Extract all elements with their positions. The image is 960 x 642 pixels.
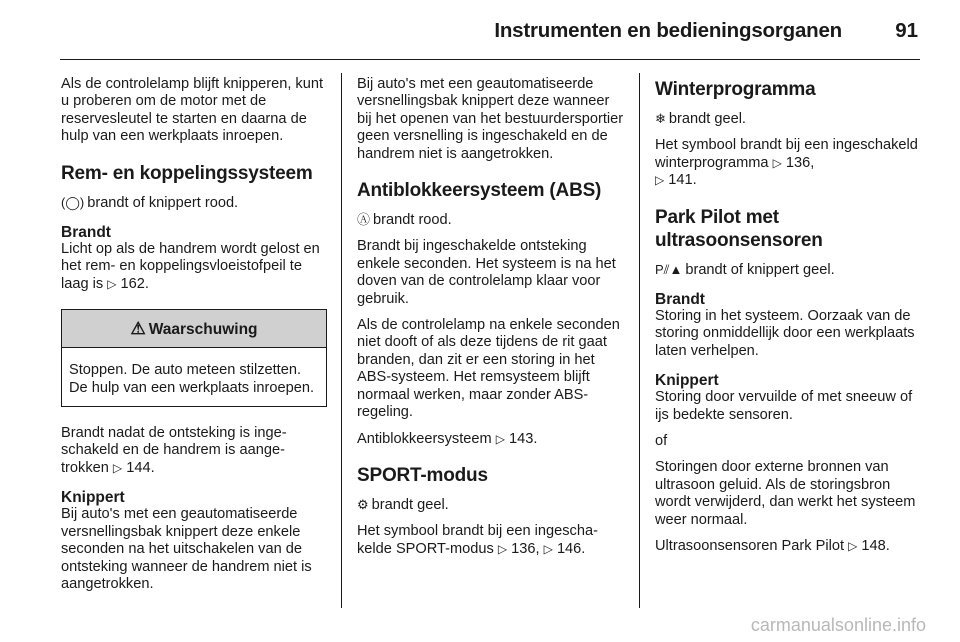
- col2-intro: Bij auto's met een geautomatiseerde versnellingsbak knippert deze wanneer bij het openen van het bestuurdersportier geen versnelling is ingeschakeld en de handrem niet is aangetrokken.: [357, 76, 624, 162]
- page-ref-link[interactable]: 162.: [120, 275, 149, 292]
- brake-brandt-heading: Brandt: [61, 224, 111, 242]
- page-ref-link[interactable]: 146.: [556, 540, 586, 557]
- header-divider: [60, 59, 920, 60]
- park-storing-text: Storingen door externe bronnen van ultrasoon geluid. Als de storingsbron wordt verwijderd, dan werkt het systeem weer normaal.: [655, 459, 916, 528]
- page-ref-link[interactable]: 143.: [509, 430, 538, 447]
- winter-text: [655, 137, 923, 189]
- column-1: [61, 76, 327, 602]
- col1-intro: Als de controlelamp blijft knipperen, kunt u proberen om de motor met de reservesleutel te starten en daarna de hulp van een werkplaats inroepen.: [61, 76, 324, 145]
- abs-text-1: Brandt bij ingeschakelde ontsteking enkele seconden. Het systeem is na het doven van de controlelamp klaar voor gebruik.: [357, 238, 616, 307]
- brake-brandt-body: Licht op als de handrem wordt gelost en het rem- en koppelingsvloeistofpeil te laag is: [61, 241, 320, 292]
- page-ref-link[interactable]: 136,: [511, 540, 540, 557]
- park-pilot-heading: [655, 206, 923, 252]
- brake-warning-icon: (◯): [61, 194, 85, 210]
- park-knippert-text: Storing door vervuilde of met sneeuw of ijs bedekte sensoren.: [655, 389, 913, 423]
- park-status-line: [655, 261, 923, 279]
- warning-triangle-icon: ⚠: [130, 319, 146, 339]
- park-pilot-heading-line2: ultrasoonsensoren: [655, 229, 823, 251]
- page-ref-link[interactable]: 148.: [861, 538, 890, 555]
- abs-ref-text: Antiblokkeersysteem: [357, 430, 492, 447]
- park-brandt-text: Storing in het systeem. Oorzaak van de storing onmiddellijk door een werkplaats laten verhelpen.: [655, 308, 915, 359]
- page-title: Instrumenten en bedieningsorganen: [494, 19, 842, 42]
- abs-status-line: [357, 211, 625, 229]
- warning-box: [61, 309, 327, 407]
- page-ref-link[interactable]: 136,: [785, 154, 815, 171]
- warning-text: Stoppen. De auto meteen stilzetten. De hulp van een werkplaats inroepen.: [69, 362, 315, 396]
- winter-heading: Winterprogramma: [655, 79, 816, 100]
- sport-mode-icon: ⚙: [357, 496, 369, 512]
- winter-body: Het symbool brandt bij een ingeschakeld winterprogramma: [655, 137, 918, 171]
- winter-status-text: brandt geel.: [668, 111, 746, 127]
- park-ref-line: [655, 538, 923, 555]
- page-number: 91: [895, 19, 918, 42]
- brake-status-text: brandt of knippert rood.: [87, 194, 239, 211]
- column-2: [357, 76, 625, 567]
- column-divider-1: [341, 73, 342, 608]
- page-ref-link[interactable]: 141.: [668, 172, 697, 189]
- brake-status-line: [61, 194, 327, 212]
- park-pilot-icon: P⫽▲: [655, 261, 683, 277]
- page-ref-link[interactable]: 144.: [126, 459, 155, 476]
- warning-title: Waarschuwing: [148, 321, 258, 339]
- park-ref-text: Ultrasoonsensoren Park Pilot: [655, 538, 844, 555]
- ref-arrow-icon: ▷: [772, 155, 782, 170]
- column-3: [655, 76, 923, 565]
- watermark: carmanualsonline.info: [750, 615, 926, 635]
- warning-body: [62, 348, 326, 406]
- brake-knippert-heading: Knippert: [61, 489, 125, 507]
- sport-body: Het symbool brandt bij een ingeschakelde SPORT-modus: [357, 523, 598, 557]
- ref-arrow-icon: ▷: [107, 276, 117, 291]
- warning-header: [62, 310, 326, 348]
- sport-status-line: [357, 496, 625, 514]
- park-status-text: brandt of knippert geel.: [685, 261, 835, 278]
- abs-text-2: Als de controlelamp na enkele seconden niet dooft of als deze tijdens de rit gaat branden, dan zit er een storing in het ABS-systeem. Het remsysteem blijft normaal werken, maar zonder ABS-regeling.: [357, 317, 620, 421]
- ref-arrow-icon: ▷: [112, 460, 123, 475]
- ref-arrow-icon: ▷: [543, 541, 553, 556]
- ref-arrow-icon: ▷: [495, 431, 505, 446]
- brake-system-heading: Rem- en koppelingssysteem: [61, 162, 313, 184]
- park-knippert-heading: Knippert: [655, 372, 719, 390]
- snowflake-icon: ❄: [655, 111, 666, 126]
- park-brandt-heading: Brandt: [655, 291, 705, 309]
- column-divider-2: [639, 73, 640, 608]
- brake-knippert-text: Bij auto's met een geautomatiseerde versnellingsbak knippert deze enkele seconden na het uitschakelen van de ontsteking wanneer de handrem niet is aangetrokken.: [61, 506, 312, 592]
- after-ignition-body: Brandt nadat de ontsteking is ingeschakeld en de handrem is aangetrokken: [61, 425, 287, 476]
- park-pilot-heading-line1: Park Pilot met: [655, 206, 779, 228]
- abs-status-text: brandt rood.: [373, 212, 452, 229]
- abs-ref-line: [357, 431, 625, 448]
- winter-status-line: [655, 110, 923, 128]
- ref-arrow-icon: ▷: [497, 541, 508, 556]
- brake-brandt-text: [61, 241, 327, 293]
- sport-heading: SPORT-modus: [357, 464, 488, 486]
- abs-icon: Ⓐ: [357, 212, 371, 228]
- after-ignition-text: [61, 425, 327, 477]
- abs-heading: Antiblokkeersysteem (ABS): [357, 180, 602, 202]
- sport-text: [357, 523, 625, 558]
- park-of-text: of: [655, 433, 668, 450]
- ref-arrow-icon: ▷: [848, 539, 858, 554]
- ref-arrow-icon: ▷: [655, 173, 665, 188]
- page-header: [0, 0, 960, 62]
- sport-status-text: brandt geel.: [371, 496, 449, 513]
